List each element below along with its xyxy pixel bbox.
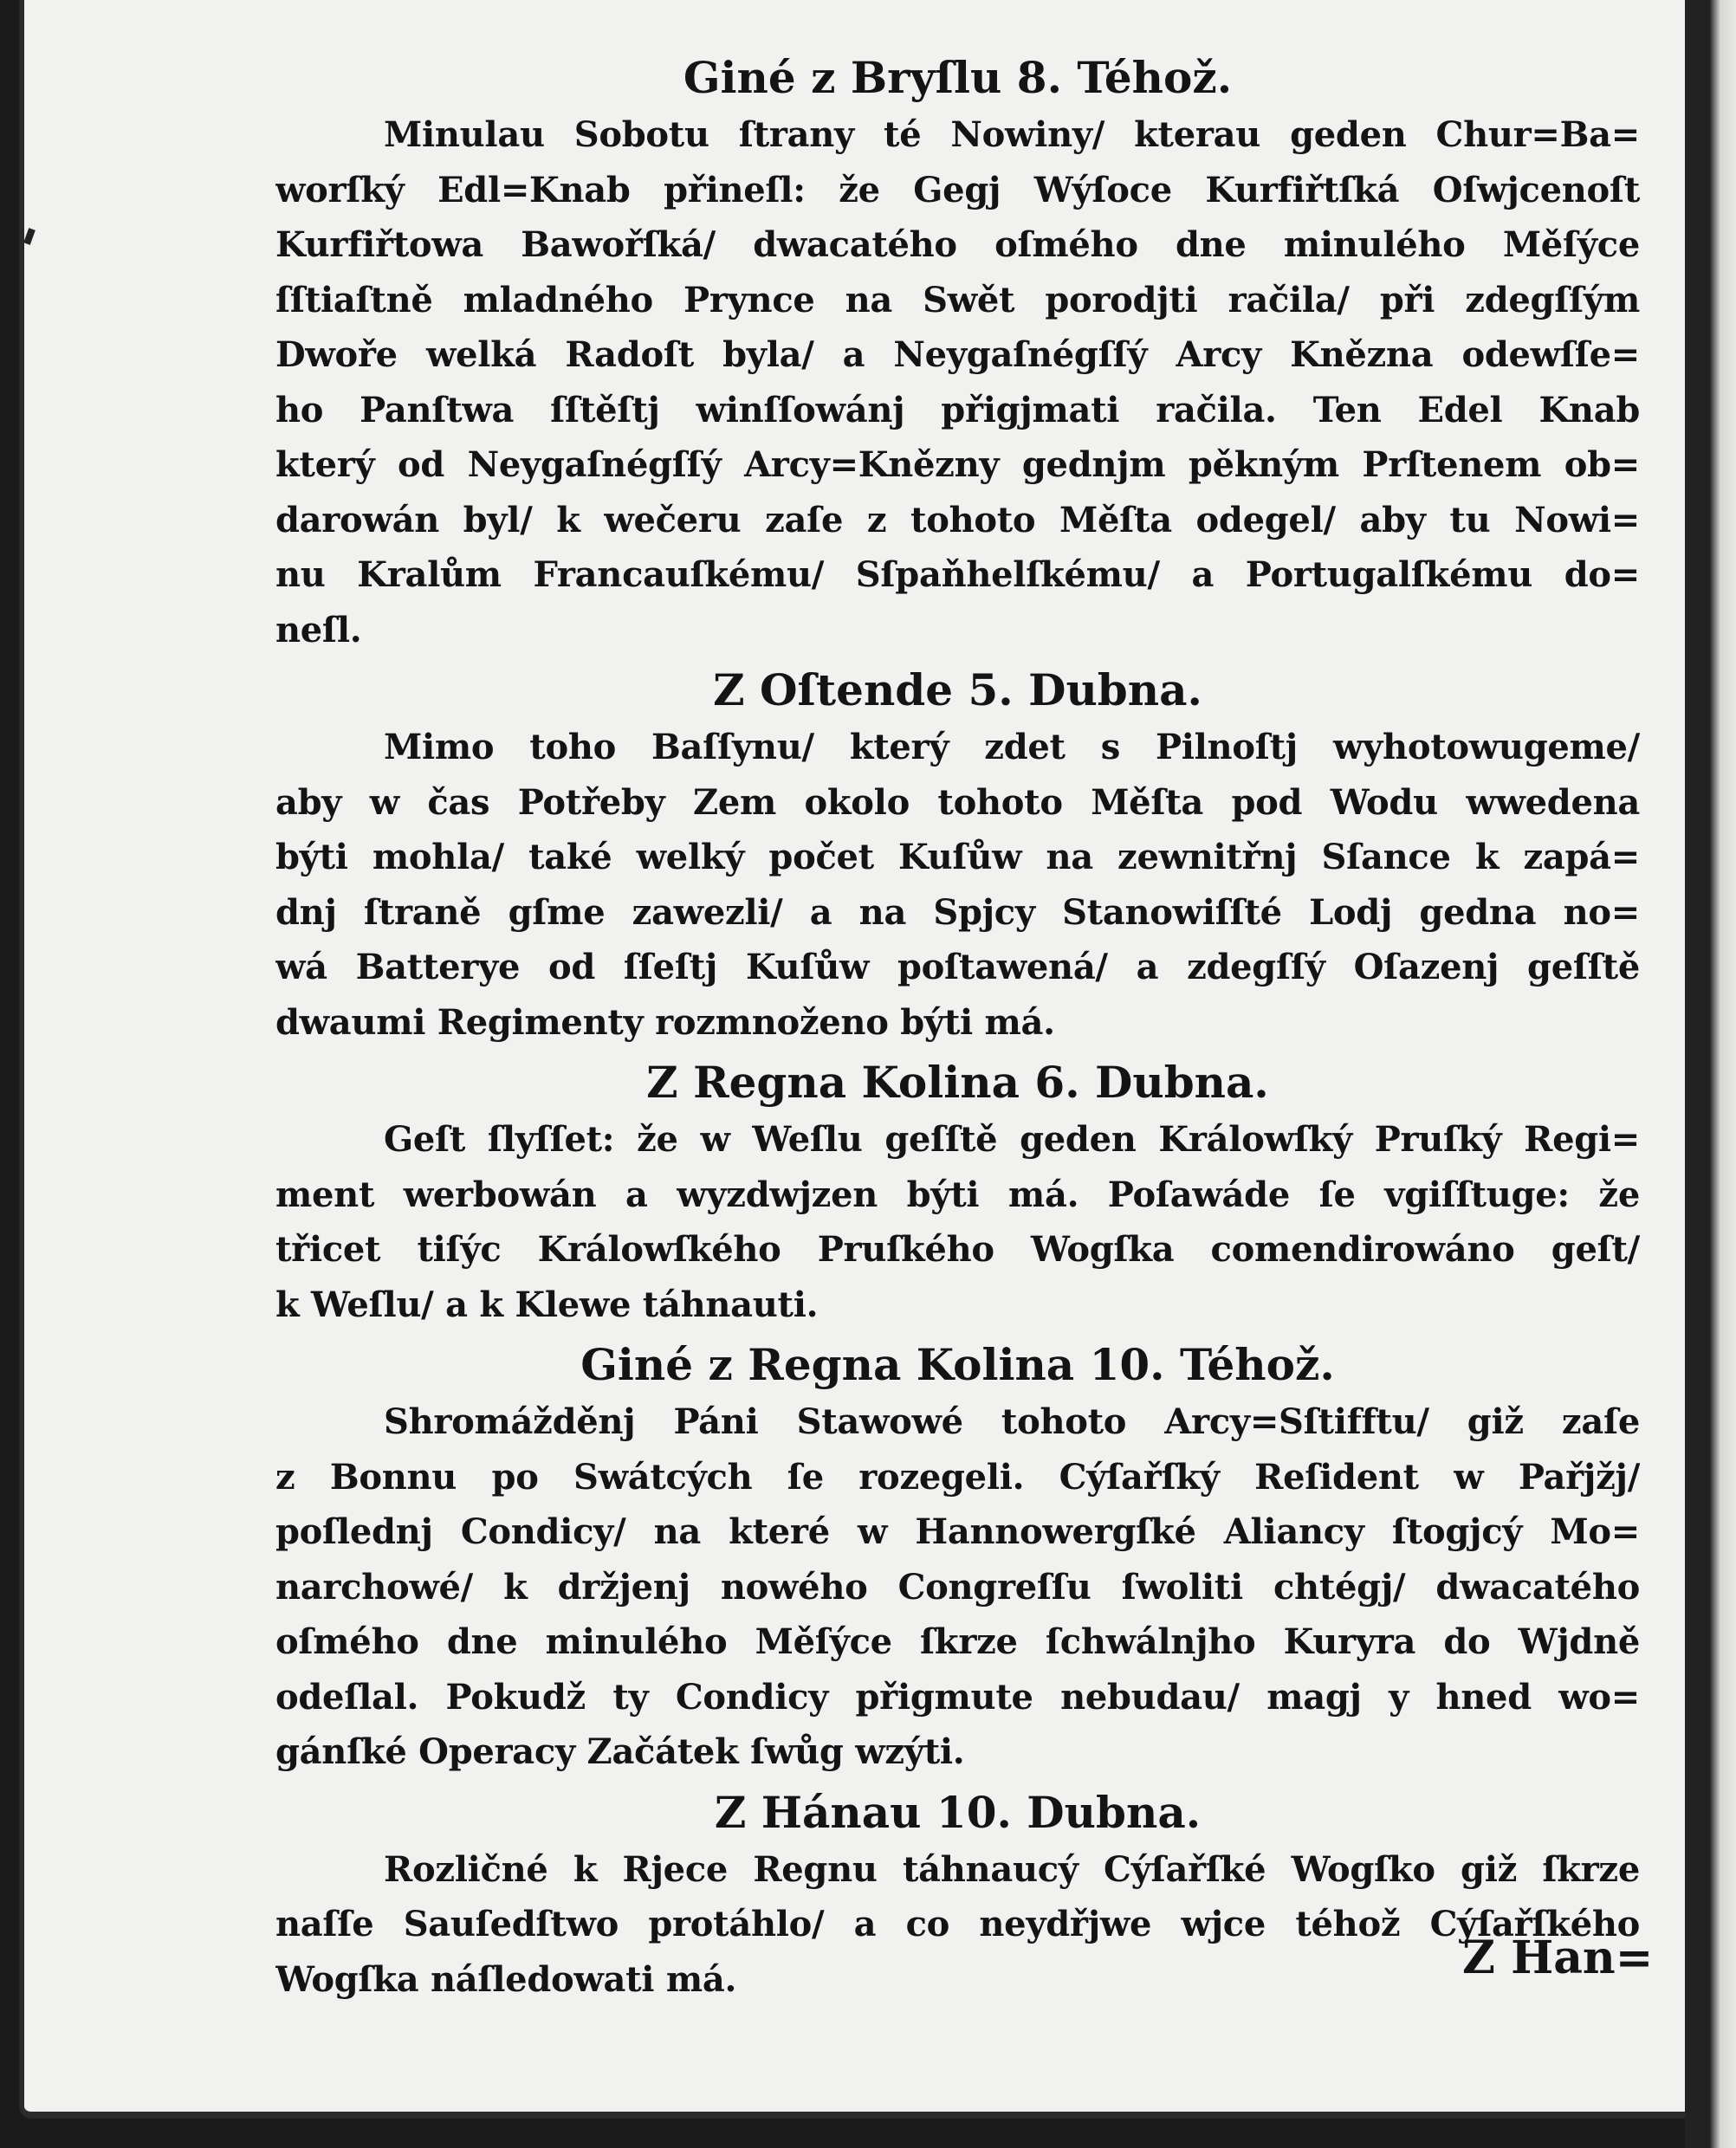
facing-page-edge	[1710, 0, 1736, 2148]
text-line: dwaumi Regimenty rozmnoženo býti má.	[275, 1001, 1055, 1043]
text-line: narchowé/ k držjenj nowého Congreſſu ſwoliti chtégj/ dwacatého	[275, 1566, 1640, 1608]
text-line: dnj ſtraně gſme zawezli/ a na Spjcy Stanowiſſté Lodj gedna no=	[275, 891, 1640, 933]
section-heading: Z Oſtende 5. Dubna.	[713, 664, 1202, 715]
text-line: Rozličné k Rjece Regnu táhnaucý Cýſařſké Wogſko giž ſkrze	[384, 1848, 1640, 1890]
paragraph	[275, 1842, 1640, 2008]
text-line: Dwoře welká Radoſt byla/ a Neygaſnégſſý Arcy Knězna odewſſe=	[275, 334, 1640, 375]
text-line: nu Kralům Francauſkému/ Sſpaňhelſkému/ a Portugalſkému do=	[275, 554, 1640, 595]
text-line: neſl.	[275, 609, 362, 650]
text-line: naſſe Sauſedſtwo protáhlo/ a co neydřjwe wjce téhož Cýſařſkého	[275, 1904, 1640, 1944]
text-line: třicet tiſýc Králowſkého Pruſkého Wogſka comendirowáno geſt/	[275, 1229, 1640, 1270]
paragraph	[275, 1394, 1640, 1780]
paragraph	[275, 720, 1640, 1050]
text-line: ſſtiaſtně mladného Prynce na Swět porodjti račila/ při zdegſſým	[275, 279, 1640, 320]
text-line: z Bonnu po Swátcých ſe rozegeli. Cýſařſký Reſident w Pařjžj/	[275, 1456, 1640, 1498]
text-line: worſký Edl=Knab přineſl: že Gegj Wýſoce Kurfiřtſká Oſwjcenoſt	[275, 169, 1640, 210]
section-heading: Z Hánau 10. Dubna.	[714, 1786, 1202, 1838]
paragraph	[275, 1112, 1640, 1332]
text-line: darowán byl/ k wečeru zaſe z tohoto Měſta odegel/ aby tu Nowi=	[275, 499, 1640, 540]
text-line: wá Batterye od ſſeſtj Kuſůw poſtawená/ a zdegſſý Oſazenj geſſtě	[275, 947, 1640, 987]
book-gutter	[1685, 0, 1710, 2148]
text-line: Geſt ſlyſſet: že w Weſlu geſſtě geden Králowſký Pruſký Regi=	[384, 1119, 1640, 1160]
document-body	[275, 45, 1640, 2007]
text-line: odeſlal. Pokudž ty Condicy přigmute nebudau/ magj y hned wo=	[275, 1676, 1640, 1718]
margin-mark	[23, 228, 36, 245]
section-heading: Z Regna Kolina 6. Dubna.	[646, 1057, 1269, 1108]
section-heading: Giné z Regna Kolina 10. Téhož.	[580, 1339, 1335, 1390]
text-line: Mimo toho Baſſynu/ který zdet s Pilnoſtj wyhotowugeme/	[384, 727, 1640, 767]
section-heading: Giné z Bryſlu 8. Téhož.	[683, 52, 1233, 103]
text-line: aby w čas Potřeby Zem okolo tohoto Měſta pod Wodu wwedena	[275, 781, 1640, 823]
document-page	[19, 0, 1704, 2119]
text-line: Shromážděnj Páni Stawowé tohoto Arcy=Sſtifftu/ giž zaſe	[384, 1401, 1640, 1442]
text-line: gánſké Operacy Začátek ſwůg wzýti.	[275, 1731, 965, 1772]
text-line: býti mohla/ také welký počet Kuſůw na zewnitřnj Sſance k zapá=	[275, 837, 1640, 877]
text-line: k Weſlu/ a k Klewe táhnauti.	[275, 1284, 819, 1325]
text-line: oſmého dne minulého Měſýce ſkrze ſchwálnjho Kuryra do Wjdně	[275, 1621, 1640, 1662]
text-line: Wogſka náſledowati má.	[275, 1958, 737, 2000]
text-line: ment werbowán a wyzdwjzen býti má. Poſawáde ſe vgiſſtuge: že	[275, 1174, 1640, 1215]
catchword: Z Han=	[1462, 1931, 1654, 1984]
paragraph	[275, 107, 1640, 657]
text-line: ho Panſtwa ſſtěſtj winſſowánj přigjmati račila. Ten Edel Knab	[275, 389, 1640, 430]
text-line: Kurfiřtowa Bawořſká/ dwacatého oſmého dne minulého Měſýce	[275, 224, 1640, 265]
text-line: Minulau Sobotu ſtrany té Nowiny/ kterau geden Chur=Ba=	[384, 114, 1640, 155]
text-line: poſlednj Condicy/ na které w Hannowergſké Aliancy ſtogjcý Mo=	[275, 1511, 1640, 1552]
text-line: který od Neygaſnégſſý Arcy=Knězny gednjm pěkným Prſtenem ob=	[275, 444, 1640, 485]
